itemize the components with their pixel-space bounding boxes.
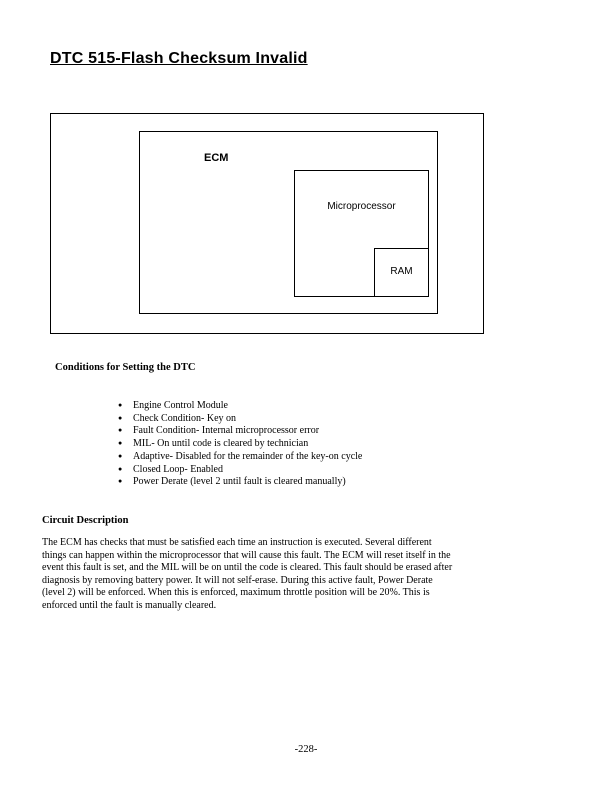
circuit-description-heading: Circuit Description [42,515,129,526]
bullet-icon: ● [118,413,123,422]
ecm-box [139,131,438,314]
conditions-list [118,400,362,489]
bullet-icon: ● [118,401,123,409]
page-title: DTC 515-Flash Checksum Invalid [50,50,308,67]
page-number: -228- [294,744,318,755]
condition-text: MIL- On until code is cleared by technician [133,438,309,450]
bullet-icon: ● [118,426,123,435]
list-item [118,476,362,489]
list-item [118,451,362,464]
condition-text: Check Condition- Key on [133,412,237,424]
microprocessor-label: Microprocessor [327,201,396,212]
bullet-icon: ● [118,464,123,473]
list-item [118,400,362,413]
list-item [118,413,362,426]
list-item [118,464,362,477]
ram-label: RAM [390,266,413,277]
bullet-icon: ● [118,451,123,460]
ram-box [374,248,429,297]
condition-text: Closed Loop- Enabled [133,463,223,475]
ecm-label: ECM [204,152,229,164]
condition-text: Engine Control Module [133,400,228,411]
diagram-outer-box [50,113,484,334]
condition-text: Power Derate (level 2 until fault is cleared manually) [133,476,346,488]
circuit-description-body: The ECM has checks that must be satisfied each time an instruction is executed. Several different things can happen within the microprocessor that will cause this fault. The ECM will reset itself in the event this fault is set, and the MIL will be on until the code is cleared. This fault should be erased after diagnosis by removing battery power. It will not self-erase. During this active fault, Power Derate (level 2) will be enforced. When this is enforced, maximum throttle position will be 20%. This is enforced until the fault is manually cleared. [42,537,453,611]
list-item [118,425,362,438]
bullet-icon: ● [118,439,123,448]
condition-text: Adaptive- Disabled for the remainder of the key-on cycle [133,450,363,462]
microprocessor-box [294,170,429,297]
condition-text: Fault Condition- Internal microprocessor error [133,425,320,437]
conditions-heading: Conditions for Setting the DTC [55,362,196,373]
bullet-icon: ● [118,477,123,486]
list-item [118,438,362,451]
